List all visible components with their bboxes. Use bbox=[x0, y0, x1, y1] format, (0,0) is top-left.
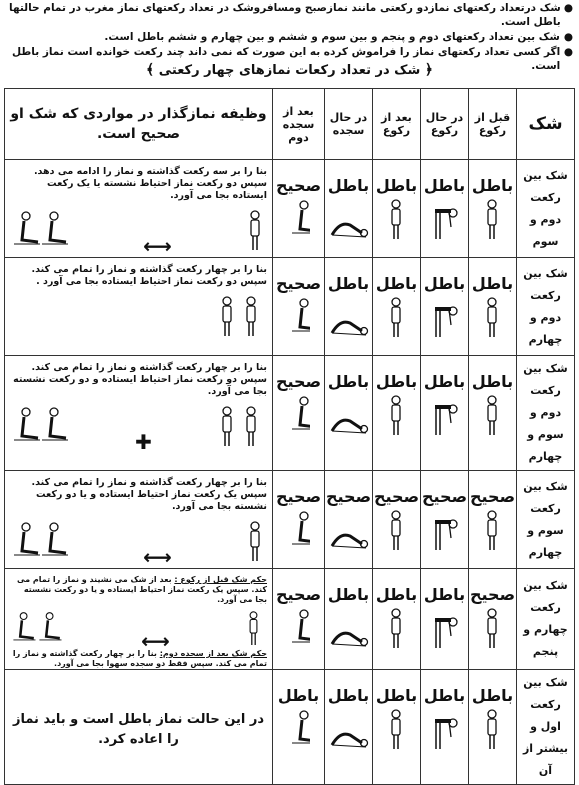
sit-posture-icon bbox=[288, 395, 310, 437]
duty-cell bbox=[5, 670, 273, 785]
duty-illustration bbox=[10, 208, 267, 258]
table-row bbox=[5, 160, 575, 258]
verdict-cell bbox=[469, 569, 517, 670]
verdict-text: باطل bbox=[375, 176, 418, 195]
ornament-icon: ﴿ bbox=[424, 62, 433, 78]
duty-illustration bbox=[10, 404, 267, 454]
duty-illustration bbox=[10, 519, 267, 569]
duty-text: بنا را بر چهار رکعت گذاشته و نماز را تمام می کند. سپس یک رکعت نماز احتیاط ایستاده و یا دو رکعت نشسته بجا می آورد. bbox=[31, 477, 267, 512]
duty-cell bbox=[5, 160, 273, 258]
header-duty: وظیفه نمازگذار در مواردی که شک او صحیح است. bbox=[5, 89, 273, 160]
stand-posture-icon bbox=[482, 297, 504, 339]
table-row bbox=[5, 471, 575, 569]
prost-posture-icon bbox=[328, 709, 370, 751]
stand-posture-icon bbox=[482, 395, 504, 437]
verdict-cell bbox=[325, 471, 373, 569]
header-in-ruku: در حال رکوع bbox=[421, 89, 469, 160]
arrow-icon: ⟷ bbox=[141, 629, 170, 653]
duty-text: در این حالت نماز باطل است و باید نماز را اعاده کرد. bbox=[12, 712, 265, 747]
bow-posture-icon bbox=[429, 395, 461, 437]
duty-text: بنا را بر سه رکعت گذاشته و نماز را ادامه می دهد. سپس دو رکعت نماز احتیاط نشسته یا یک رکعت ایستاده بجا می آورد. bbox=[33, 166, 267, 201]
bullet-icon: ● bbox=[563, 2, 573, 14]
page-title bbox=[0, 62, 579, 84]
verdict-text: باطل bbox=[375, 686, 418, 705]
verdict-text: باطل bbox=[327, 686, 370, 705]
doubt-label: شک بین رکعت دوم و سوم و چهارم bbox=[517, 356, 575, 471]
bow-posture-icon bbox=[429, 608, 461, 650]
verdict-text: باطل bbox=[423, 585, 466, 604]
verdict-cell bbox=[469, 356, 517, 471]
verdict-cell bbox=[273, 160, 325, 258]
verdict-text: صحیح bbox=[421, 487, 468, 506]
table-row bbox=[5, 258, 575, 356]
verdict-cell bbox=[273, 569, 325, 670]
doubt-label: شک بین رکعت دوم و سوم bbox=[517, 160, 575, 258]
verdict-text: باطل bbox=[423, 176, 466, 195]
verdict-text: باطل bbox=[375, 372, 418, 391]
verdict-text: صحیح bbox=[469, 487, 516, 506]
verdict-cell bbox=[325, 160, 373, 258]
bullet-icon: ● bbox=[563, 46, 573, 58]
duty-cell bbox=[5, 356, 273, 471]
standing-posture-icon bbox=[217, 296, 267, 338]
verdict-text: باطل bbox=[375, 274, 418, 293]
verdict-text: صحیح bbox=[275, 372, 322, 391]
duty-before-ruku bbox=[10, 575, 267, 605]
doubt-table bbox=[4, 88, 575, 785]
verdict-text: باطل bbox=[471, 176, 514, 195]
verdict-cell bbox=[273, 670, 325, 785]
verdict-text: صحیح bbox=[469, 585, 516, 604]
header-doubt: شک bbox=[517, 89, 575, 160]
sitting-posture-icon bbox=[10, 210, 70, 252]
verdict-cell bbox=[273, 258, 325, 356]
title-text: شک در تعداد رکعات نمازهای چهار رکعتی bbox=[158, 63, 421, 78]
header-after-ruku: بعد از رکوع bbox=[373, 89, 421, 160]
doubt-label: شک بین رکعت دوم و چهارم bbox=[517, 258, 575, 356]
duty-text: بعد از شک می نشیند و نماز را تمام می کند. سپس یک رکعت نماز احتیاط ایستاده و یا دو رکعت نشسته بجا می آورد. bbox=[17, 575, 267, 604]
verdict-text: باطل bbox=[423, 274, 466, 293]
verdict-text: باطل bbox=[327, 585, 370, 604]
verdict-cell bbox=[421, 356, 469, 471]
arrow-icon: ⟷ bbox=[143, 545, 172, 569]
verdict-text: باطل bbox=[327, 274, 370, 293]
stand-posture-icon bbox=[482, 199, 504, 241]
verdict-text: صحیح bbox=[275, 274, 322, 293]
stand-posture-icon bbox=[386, 297, 408, 339]
bow-posture-icon bbox=[429, 199, 461, 241]
prost-posture-icon bbox=[328, 608, 370, 650]
standing-posture-icon bbox=[245, 521, 267, 563]
stand-posture-icon bbox=[386, 510, 408, 552]
sit-posture-icon bbox=[288, 297, 310, 339]
duty-text: بنا را بر چهار رکعت گذاشته و نماز را تمام می کند. سپس دو رکعت نماز احتیاط ایستاده بجا می آورد . bbox=[31, 264, 267, 287]
note-item bbox=[6, 1, 573, 29]
plus-icon: ✚ bbox=[135, 430, 152, 454]
verdict-cell bbox=[469, 471, 517, 569]
note-text: شک درتعداد رکعتهای نمازدو رکعتی مانند نمازصبح ومسافروشک در تعداد رکعتهای نماز مغرب در تمام حالتها باطل است. bbox=[9, 2, 561, 28]
verdict-text: باطل bbox=[423, 686, 466, 705]
verdict-text: صحیح bbox=[373, 487, 420, 506]
note-item bbox=[6, 30, 573, 44]
note-text: شک بین تعداد رکعتهای دوم و پنجم و بین سوم و ششم و بین چهارم و ششم باطل است. bbox=[104, 31, 560, 43]
verdict-text: باطل bbox=[471, 372, 514, 391]
verdict-cell bbox=[325, 258, 373, 356]
verdict-text: باطل bbox=[375, 585, 418, 604]
verdict-text: باطل bbox=[327, 372, 370, 391]
verdict-cell bbox=[373, 258, 421, 356]
doubt-label: شک بین رکعت چهارم و پنجم bbox=[517, 569, 575, 670]
sitting-posture-icon bbox=[10, 406, 70, 448]
verdict-text: صحیح bbox=[325, 487, 372, 506]
stand-posture-icon bbox=[386, 395, 408, 437]
arrow-icon: ⟷ bbox=[143, 234, 172, 258]
verdict-cell bbox=[325, 670, 373, 785]
duty-text: بنا را بر چهار رکعت گذاشته و نماز را تمام می کند. سپس فقط دو سجده سهوا بجا می آورد. bbox=[12, 649, 267, 668]
verdict-cell bbox=[373, 160, 421, 258]
sit-posture-icon bbox=[288, 510, 310, 552]
verdict-cell bbox=[421, 160, 469, 258]
duty-cell bbox=[5, 258, 273, 356]
header-in-sujud: در حال سجده bbox=[325, 89, 373, 160]
stand-posture-icon bbox=[482, 709, 504, 751]
duty-illustration bbox=[10, 611, 267, 653]
verdict-cell bbox=[421, 471, 469, 569]
doubt-label: شک بین رکعت سوم و چهارم bbox=[517, 471, 575, 569]
stand-posture-icon bbox=[386, 709, 408, 751]
verdict-cell bbox=[469, 258, 517, 356]
duty-label: حکم شک قبل از رکوع : bbox=[174, 575, 267, 584]
bow-posture-icon bbox=[429, 709, 461, 751]
duty-illustration bbox=[10, 294, 267, 338]
verdict-text: صحیح bbox=[275, 585, 322, 604]
duty-cell bbox=[5, 471, 273, 569]
verdict-cell bbox=[469, 670, 517, 785]
standing-posture-icon bbox=[245, 611, 267, 647]
prost-posture-icon bbox=[328, 395, 370, 437]
standing-posture-icon bbox=[217, 406, 267, 448]
verdict-cell bbox=[421, 670, 469, 785]
verdict-text: باطل bbox=[327, 176, 370, 195]
stand-posture-icon bbox=[386, 608, 408, 650]
sitting-posture-icon bbox=[10, 521, 70, 563]
header-before-ruku: قبل از رکوع bbox=[469, 89, 517, 160]
verdict-text: صحیح bbox=[275, 487, 322, 506]
verdict-cell bbox=[373, 356, 421, 471]
table-header-row bbox=[5, 89, 575, 160]
duty-after-sujud bbox=[10, 649, 267, 669]
bullet-icon: ● bbox=[563, 31, 573, 43]
verdict-text: باطل bbox=[277, 686, 320, 705]
doubt-label: شک بین رکعت اول و بیشتر از آن bbox=[517, 670, 575, 785]
bow-posture-icon bbox=[429, 297, 461, 339]
verdict-cell bbox=[325, 569, 373, 670]
verdict-text: باطل bbox=[471, 274, 514, 293]
sit-posture-icon bbox=[288, 608, 310, 650]
duty-text: بنا را بر چهار رکعت گذاشته و نماز را تمام می کند. سپس دو رکعت نماز احتیاط ایستاده و دو رکعت نشسته بجا می آورد. bbox=[13, 362, 267, 397]
duty-cell bbox=[5, 569, 273, 670]
stand-posture-icon bbox=[482, 608, 504, 650]
verdict-cell bbox=[373, 670, 421, 785]
table-row bbox=[5, 670, 575, 785]
note-text: اگر کسی تعداد رکعتهای نماز را فراموش کرده به این صورت که نمی داند چند رکعت خوانده است نماز باطل است. bbox=[12, 46, 561, 72]
stand-posture-icon bbox=[386, 199, 408, 241]
sit-posture-icon bbox=[288, 199, 310, 241]
verdict-cell bbox=[421, 569, 469, 670]
sitting-posture-icon bbox=[10, 611, 66, 647]
table-row bbox=[5, 356, 575, 471]
standing-posture-icon bbox=[245, 210, 267, 252]
verdict-text: باطل bbox=[471, 686, 514, 705]
verdict-text: صحیح bbox=[275, 176, 322, 195]
header-after-sujud: بعد از سجده دوم bbox=[273, 89, 325, 160]
verdict-cell bbox=[469, 160, 517, 258]
prost-posture-icon bbox=[328, 199, 370, 241]
verdict-cell bbox=[273, 356, 325, 471]
verdict-cell bbox=[273, 471, 325, 569]
verdict-cell bbox=[325, 356, 373, 471]
duty-label: حکم شک بعد از سجده دوم: bbox=[159, 649, 267, 658]
verdict-cell bbox=[421, 258, 469, 356]
prost-posture-icon bbox=[328, 297, 370, 339]
prost-posture-icon bbox=[328, 510, 370, 552]
verdict-text: باطل bbox=[423, 372, 466, 391]
ornament-icon: ﴾ bbox=[146, 62, 155, 78]
sit-posture-icon bbox=[288, 709, 310, 751]
bow-posture-icon bbox=[429, 510, 461, 552]
verdict-cell bbox=[373, 569, 421, 670]
stand-posture-icon bbox=[482, 510, 504, 552]
verdict-cell bbox=[373, 471, 421, 569]
table-row bbox=[5, 569, 575, 670]
